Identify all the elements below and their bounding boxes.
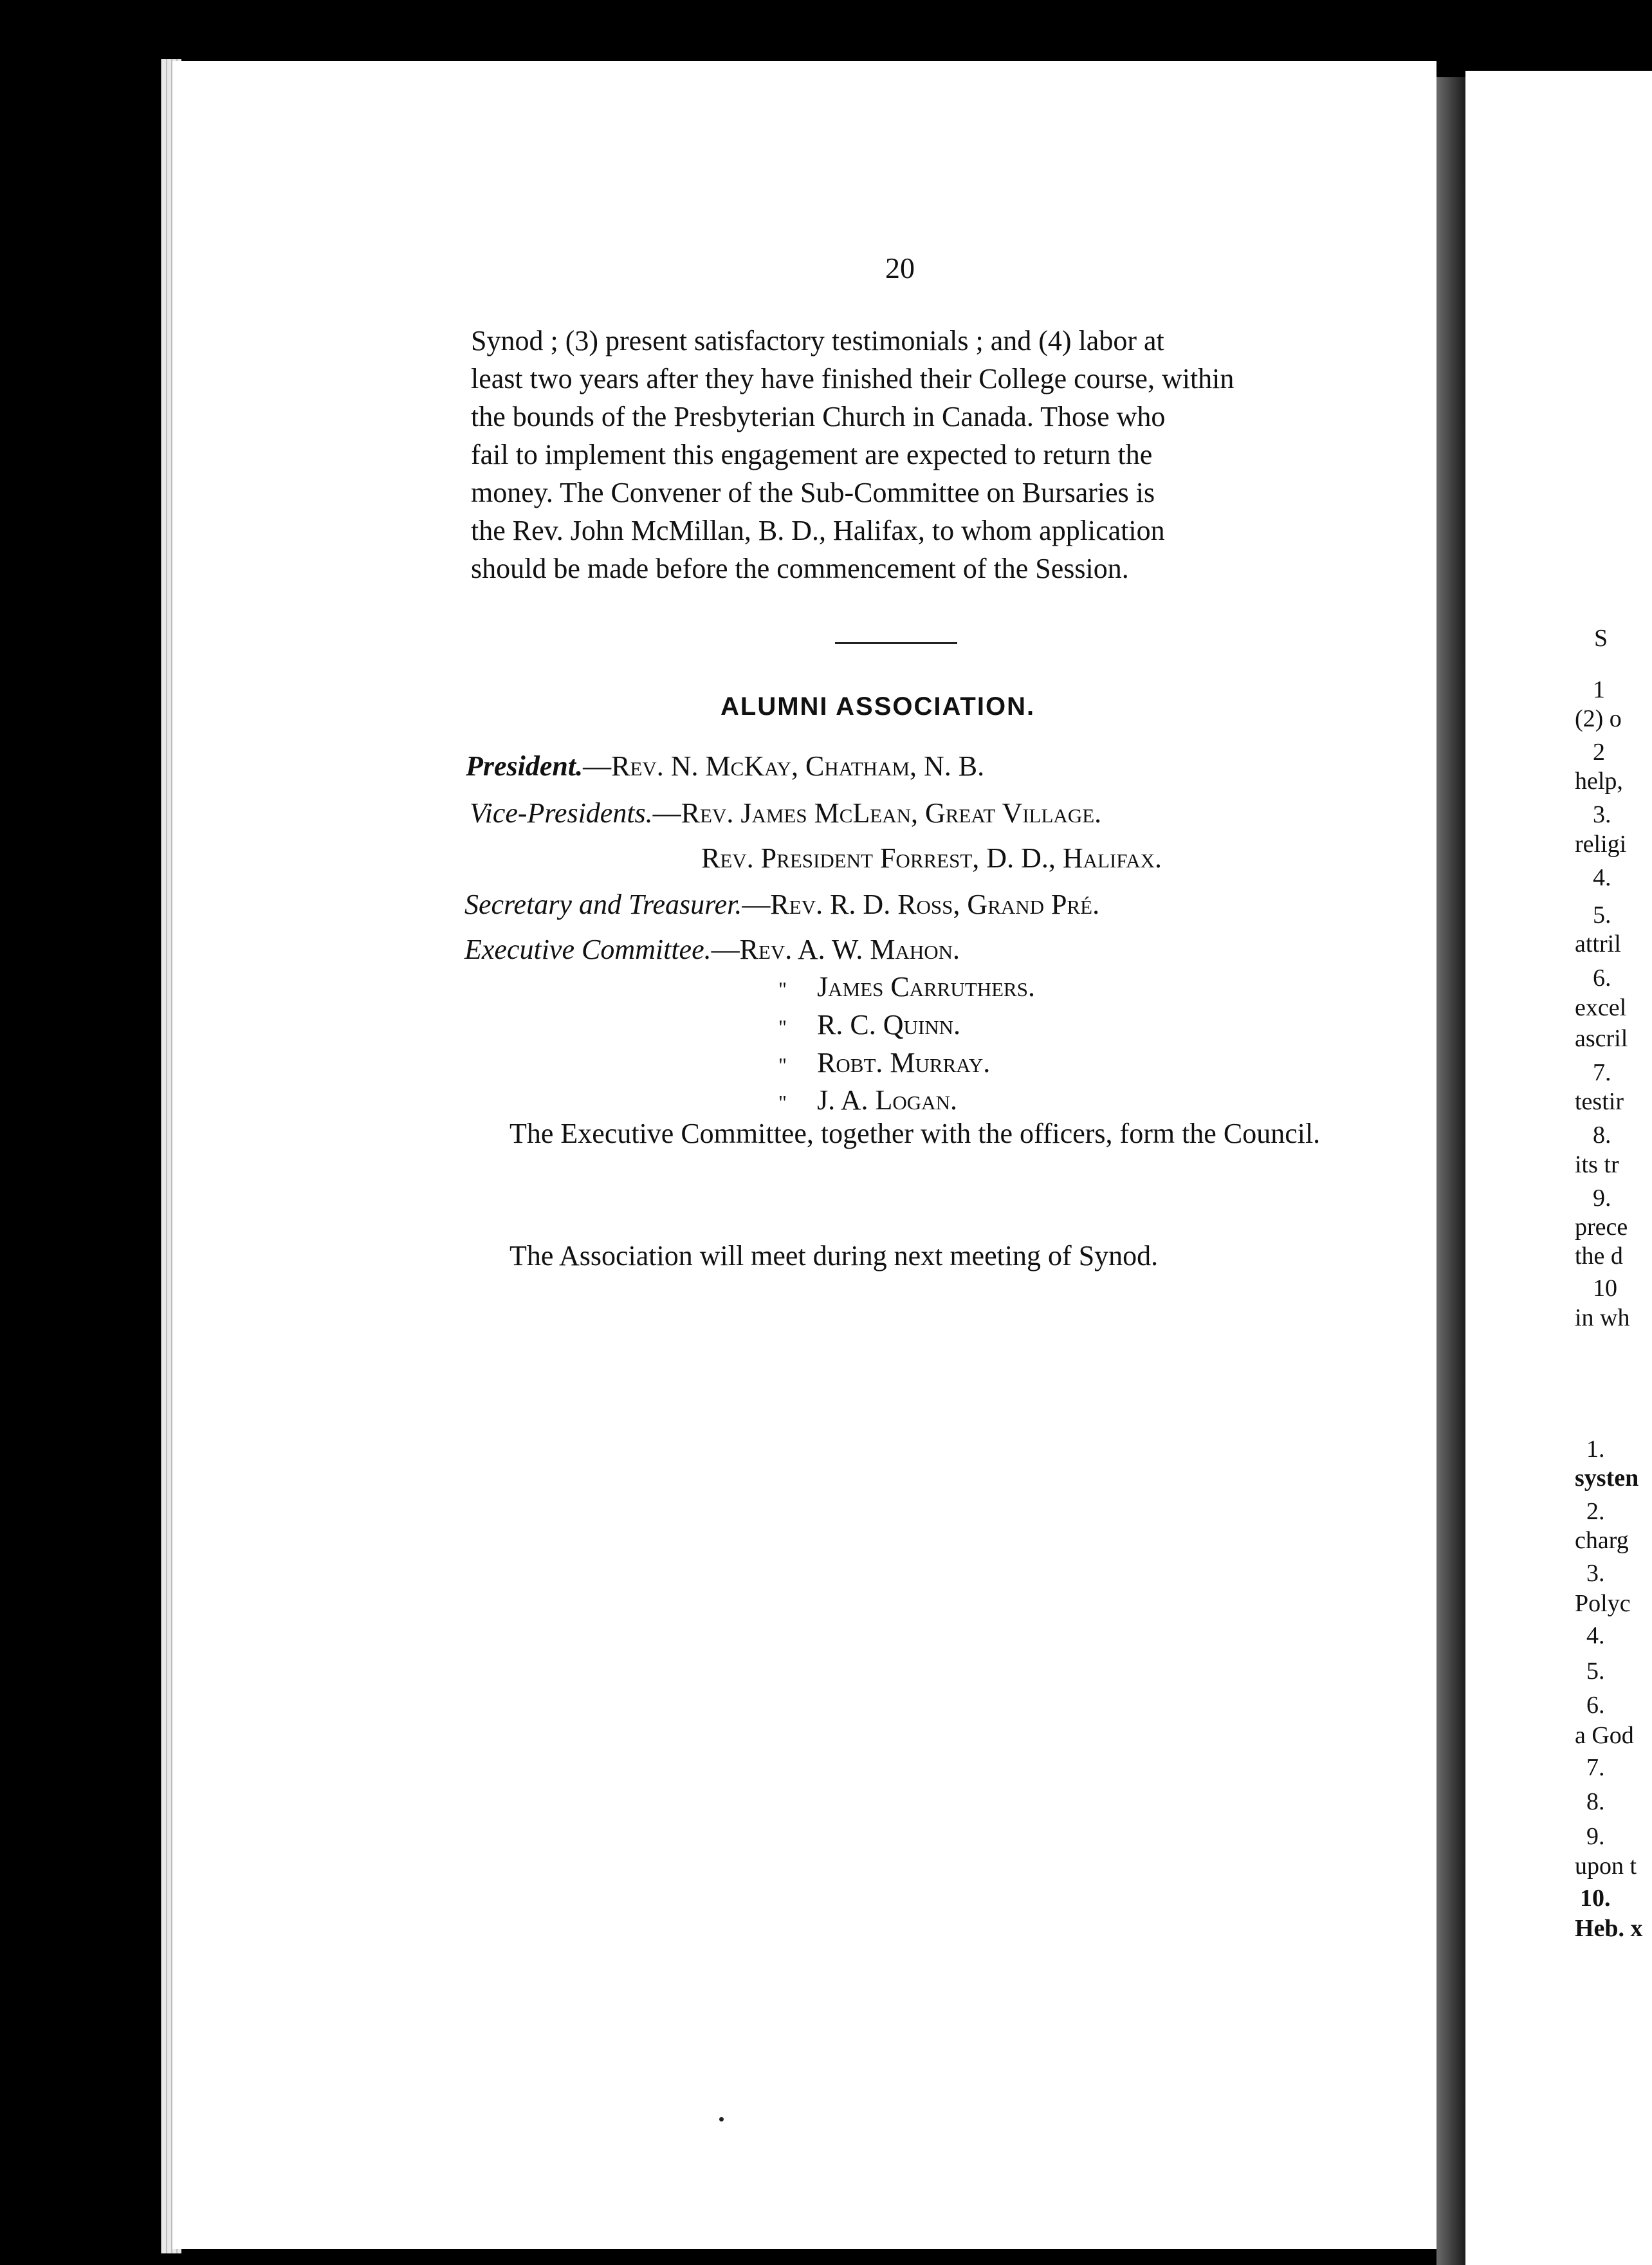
right-page-fragment: (2) o [1575, 705, 1622, 732]
right-page-fragment: ascril [1575, 1025, 1628, 1052]
paragraph-line [471, 398, 1333, 436]
president-name: —Rev. N. McKay, Chatham, N. B. [583, 750, 985, 782]
paragraph-line [471, 436, 1333, 474]
right-page-fragment: 1. [1586, 1436, 1605, 1463]
right-page-fragment: charg [1575, 1527, 1629, 1554]
right-page-fragment: 3. [1593, 801, 1611, 828]
line-text: should be made before the commencement of the Session. [471, 553, 1129, 584]
executive-name: —Rev. A. W. Mahon. [711, 934, 960, 965]
right-page-fragment: attril [1575, 930, 1621, 957]
executive-member [778, 970, 1035, 1003]
right-page-fragment: Heb. x [1575, 1915, 1643, 1942]
right-page-fragment: 2 [1593, 739, 1605, 766]
line-text: least two years after they have finished their College course, within [471, 363, 1234, 394]
right-page-fragment: help, [1575, 768, 1623, 795]
page-number: 20 [885, 252, 915, 284]
right-page-fragment: its tr [1575, 1151, 1619, 1178]
right-page-fragment: 7. [1593, 1059, 1611, 1086]
vice-president-entry [470, 797, 1101, 829]
ditto-mark: " [778, 1053, 787, 1077]
bursary-paragraph [471, 322, 1333, 587]
right-page-fragment: 6. [1586, 1692, 1605, 1719]
executive-member-name: James Carruthers. [817, 971, 1035, 1003]
right-page-fragment: 9. [1586, 1823, 1605, 1850]
executive-member-name: Robt. Murray. [817, 1047, 991, 1078]
executive-member-name: R. C. Quinn. [817, 1009, 961, 1040]
line-text: Synod ; (3) present satisfactory testimonials ; and (4) labor at [471, 325, 1164, 356]
secretary-label: Secretary and Treasurer. [464, 889, 742, 920]
executive-member-name: J. A. Logan. [817, 1084, 957, 1116]
paragraph-line [471, 512, 1333, 550]
president-entry [466, 750, 984, 782]
section-heading: ALUMNI ASSOCIATION. [720, 692, 1036, 721]
executive-member [778, 1008, 960, 1041]
right-page-fragment: prece [1575, 1214, 1628, 1241]
right-page-fragment: 5. [1586, 1658, 1605, 1685]
paragraph-line [471, 360, 1333, 398]
right-page-fragment: 6. [1593, 965, 1611, 992]
right-page-fragment: a God [1575, 1722, 1634, 1749]
paragraph-line [471, 322, 1333, 360]
meeting-paragraph: The Association will meet during next meeting of Synod. [509, 1240, 1159, 1271]
right-page-fragment: Polyc [1575, 1590, 1631, 1617]
right-page-fragment: 2. [1586, 1498, 1605, 1525]
executive-label: Executive Committee. [464, 934, 711, 965]
right-page-fragment: testir [1575, 1088, 1624, 1115]
vice-president-name-2: Rev. President Forrest, D. D., Halifax. [701, 842, 1162, 874]
paragraph-line [471, 474, 1333, 512]
right-page-fragment: 3. [1586, 1560, 1605, 1587]
right-page-fragment: systen [1575, 1465, 1639, 1492]
right-page-fragment: 5. [1593, 901, 1611, 929]
line-text: fail to implement this engagement are expected to return the [471, 439, 1153, 470]
line-text: the bounds of the Presbyterian Church in Canada. Those who [471, 401, 1166, 432]
president-label: President. [466, 750, 583, 782]
right-page-fragment: religi [1575, 831, 1627, 858]
section-divider [835, 642, 957, 644]
secretary-entry [464, 888, 1099, 921]
council-paragraph: The Executive Committee, together with the officers, form the Council. [509, 1118, 1321, 1149]
vice-president-label: Vice-Presidents. [470, 797, 653, 829]
right-page [1465, 71, 1652, 2265]
ditto-mark: " [778, 1015, 787, 1039]
right-page-fragment: the d [1575, 1243, 1623, 1270]
page-speck [719, 2117, 724, 2122]
right-page-fragment: S [1594, 625, 1608, 652]
right-page-fragment: excel [1575, 994, 1627, 1021]
right-page-fragment: 7. [1586, 1754, 1605, 1781]
ditto-mark: " [778, 1091, 787, 1114]
right-page-fragment: 4. [1586, 1622, 1605, 1649]
ditto-mark: " [778, 977, 787, 1001]
vice-president-name: —Rev. James McLean, Great Village. [652, 797, 1102, 829]
right-page-fragment: 8. [1586, 1788, 1605, 1815]
line-text: money. The Convener of the Sub-Committee on Bursaries is [471, 477, 1155, 508]
right-page-fragment: upon t [1575, 1853, 1637, 1880]
executive-member [778, 1046, 990, 1079]
executive-member [778, 1084, 957, 1116]
paragraph-line [471, 550, 1333, 587]
right-page-fragment: in wh [1575, 1304, 1630, 1331]
right-page-fragment: 9. [1593, 1185, 1611, 1212]
line-text: the Rev. John McMillan, B. D., Halifax, to whom application [471, 515, 1165, 546]
right-page-fragment: 4. [1593, 864, 1611, 891]
right-page-fragment: 8. [1593, 1122, 1611, 1149]
right-page-fragment: 1 [1593, 676, 1605, 703]
secretary-name: —Rev. R. D. Ross, Grand Pré. [742, 889, 1100, 920]
executive-entry [464, 933, 960, 966]
right-page-fragment: 10 [1593, 1275, 1617, 1302]
book-gutter [1436, 77, 1465, 2265]
right-page-fragment: 10. [1580, 1885, 1611, 1912]
